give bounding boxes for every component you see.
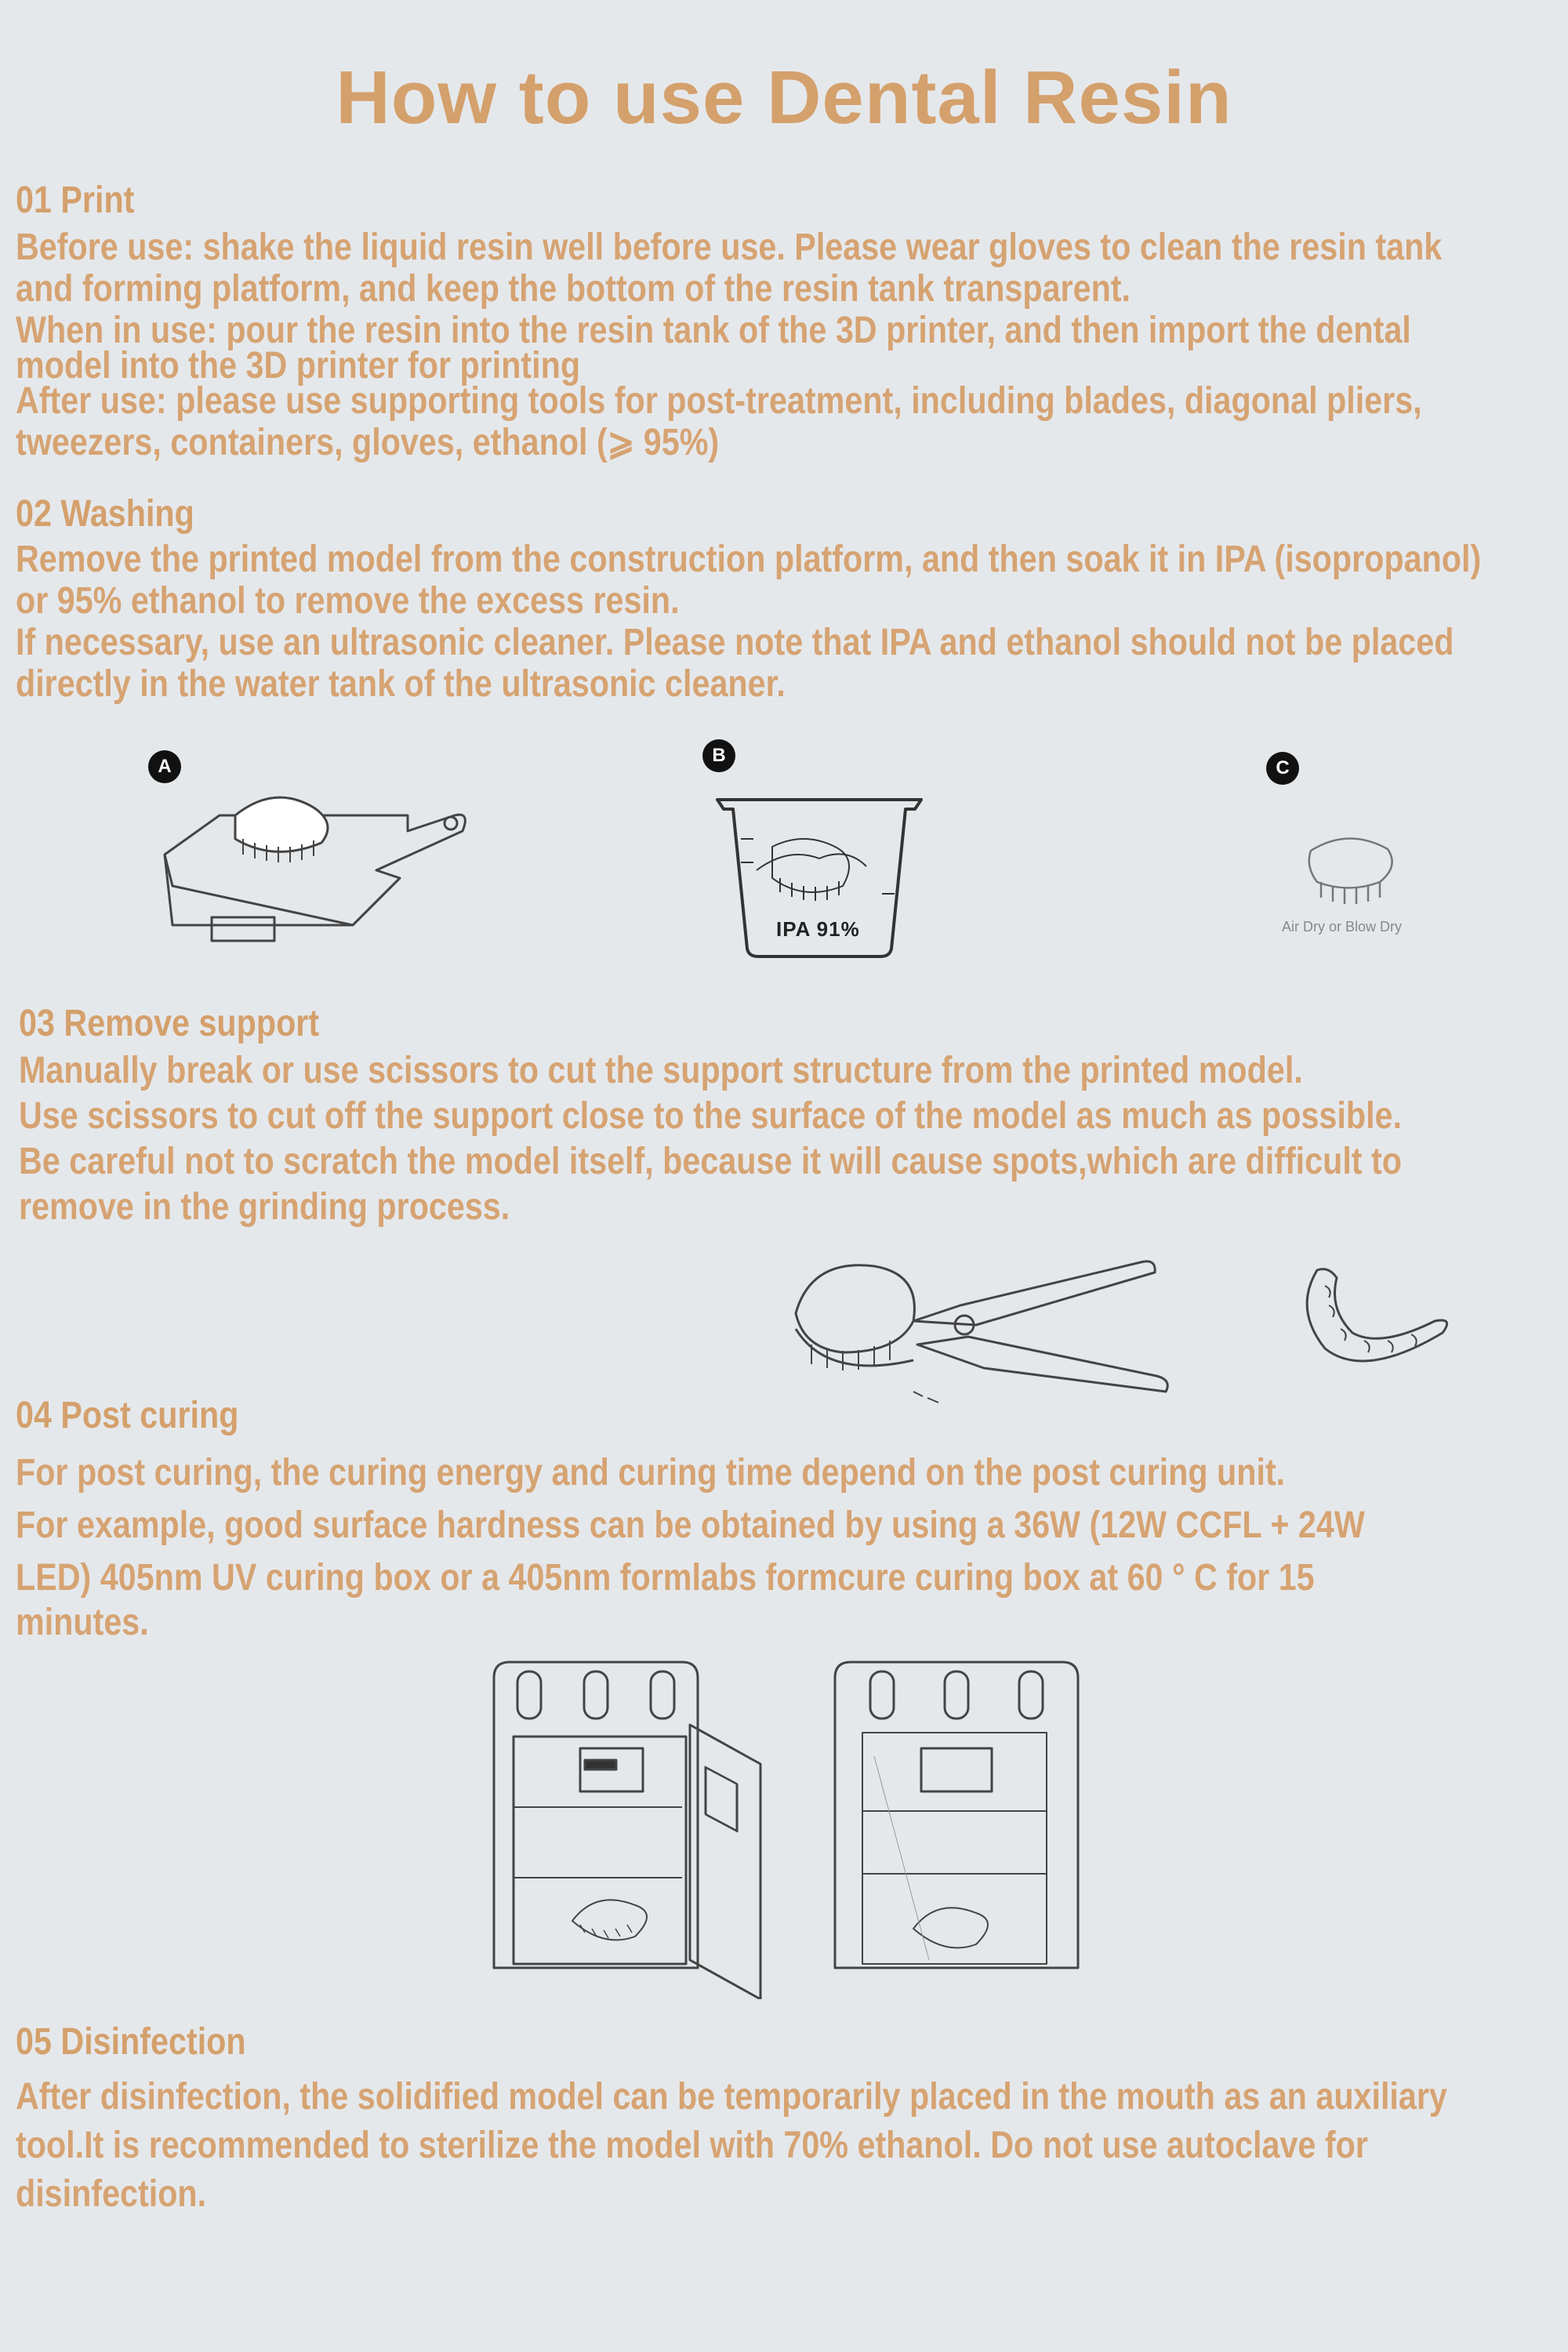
body-line: Remove the printed model from the construction platform, and then soak it in IPA (isopropanol) — [16, 539, 1482, 580]
section-heading-disinfection: 05 Disinfection — [16, 2021, 246, 2063]
section-body-post-curing — [16, 1446, 1566, 1649]
body-line: Manually break or use scissors to cut the support structure from the printed model. — [19, 1050, 1303, 1091]
figure-badge-a: A — [148, 750, 181, 783]
body-line: Before use: shake the liquid resin well before use. Please wear gloves to clean the resin tank — [16, 227, 1443, 268]
body-line: directly in the water tank of the ultrasonic cleaner. — [16, 663, 786, 705]
section-body-print — [16, 227, 1566, 463]
body-line: Use scissors to cut off the support close to the surface of the model as much as possible. — [19, 1095, 1402, 1137]
section-disinfection — [16, 2020, 1564, 2219]
pliers-cutting-illustration — [780, 1250, 1188, 1407]
trimmed-model-illustration — [1294, 1262, 1458, 1388]
section-body-remove-support — [19, 1048, 1568, 1230]
body-line: Be careful not to scratch the model itself, because it will cause spots,which are difficult to — [19, 1141, 1402, 1182]
section-body-washing — [16, 539, 1566, 705]
body-line: remove in the grinding process. — [19, 1186, 510, 1228]
body-line: If necessary, use an ultrasonic cleaner. Please note that IPA and ethanol should not be placed — [16, 622, 1454, 663]
page-title: How to use Dental Resin — [336, 56, 1232, 140]
body-line: After use: please use supporting tools for post-treatment, including blades, diagonal pliers, — [16, 380, 1422, 422]
section-print — [16, 179, 1564, 463]
body-line: and forming platform, and keep the bottom of the resin tank transparent. — [16, 268, 1131, 310]
body-line: disinfection. — [16, 2173, 207, 2215]
body-line: After disinfection, the solidified model can be temporarily placed in the mouth as an auxiliary — [16, 2076, 1447, 2118]
curing-box-closed-illustration — [827, 1654, 1094, 1984]
section-post-curing — [16, 1394, 1564, 1649]
figure-badge-b: B — [702, 739, 735, 772]
body-line: minutes. — [16, 1602, 149, 1643]
section-washing — [16, 492, 1564, 705]
body-line: LED) 405nm UV curing box or a 405nm formlabs formcure curing box at 60 ° C for 15 — [16, 1557, 1315, 1599]
section-remove-support — [19, 1002, 1567, 1230]
section-heading-post-curing: 04 Post curing — [16, 1395, 239, 1436]
body-line: or 95% ethanol to remove the excess resin. — [16, 580, 680, 622]
beaker-label: IPA 91% — [776, 917, 860, 941]
body-line: model into the 3D printer for printing — [16, 345, 581, 387]
curing-box-open-illustration — [478, 1654, 784, 1999]
build-platform-illustration — [141, 768, 470, 949]
section-heading-remove-support: 03 Remove support — [19, 1003, 320, 1044]
ipa-beaker-illustration — [710, 792, 929, 960]
body-line: For post curing, the curing energy and curing time depend on the post curing unit. — [16, 1452, 1286, 1494]
air-dry-illustration — [1301, 827, 1403, 913]
section-heading-washing: 02 Washing — [16, 493, 194, 535]
air-dry-label: Air Dry or Blow Dry — [1282, 919, 1403, 935]
section-body-disinfection — [16, 2073, 1566, 2219]
figure-badge-c: C — [1266, 752, 1299, 785]
body-line: For example, good surface hardness can be obtained by using a 36W (12W CCFL + 24W — [16, 1504, 1365, 1546]
body-line: When in use: pour the resin into the resin tank of the 3D printer, and then import the dental — [16, 310, 1411, 351]
section-heading-print: 01 Print — [16, 180, 135, 221]
body-line: tool.It is recommended to sterilize the model with 70% ethanol. Do not use autoclave for — [16, 2125, 1368, 2166]
body-line: tweezers, containers, gloves, ethanol (⩾ 95%) — [16, 422, 720, 463]
